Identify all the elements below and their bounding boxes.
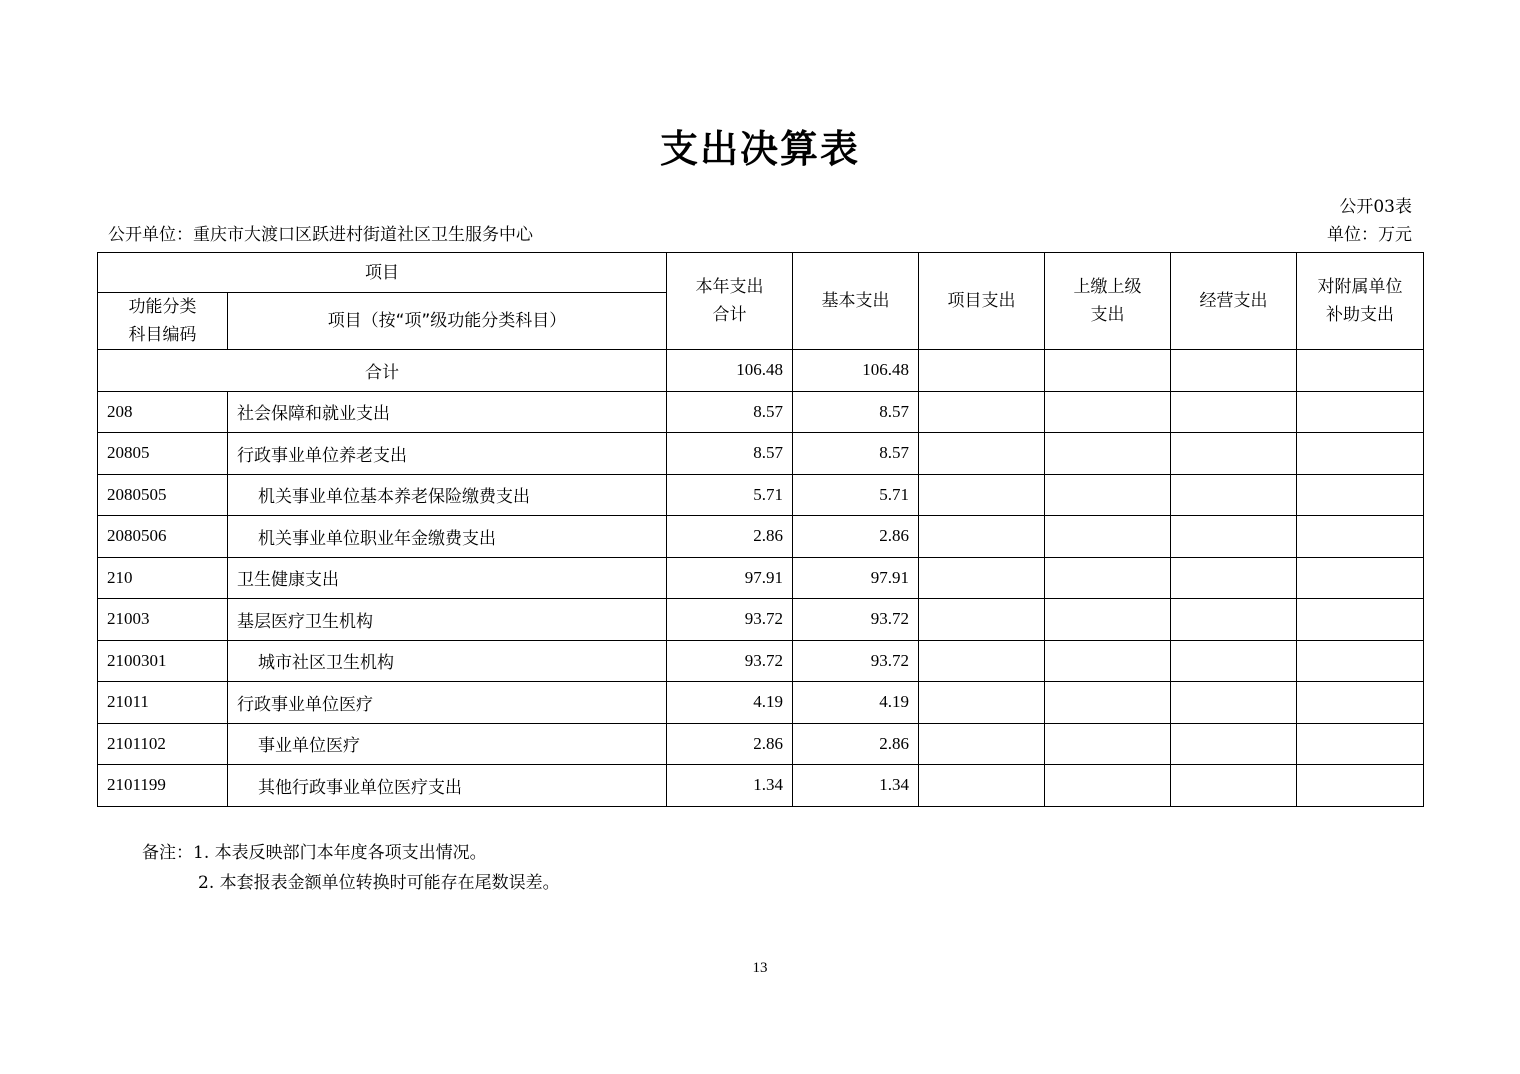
page-number: 13 <box>752 960 768 976</box>
row-total: 93.72 <box>667 640 793 682</box>
table-row <box>98 682 1424 724</box>
row-name: 城市社区卫生机构 <box>228 640 667 682</box>
row-upper <box>1045 599 1171 641</box>
money-unit: 单位：万元 <box>1327 225 1412 245</box>
row-business <box>1171 474 1297 516</box>
row-total: 97.91 <box>667 557 793 599</box>
header-business: 经营支出 <box>1171 253 1297 350</box>
row-code: 2080506 <box>98 516 228 558</box>
row-code: 21011 <box>98 682 228 724</box>
header-basic: 基本支出 <box>793 253 919 350</box>
table-row <box>98 433 1424 475</box>
row-code: 2101102 <box>98 723 228 765</box>
notes <box>142 838 560 898</box>
row-subsidy <box>1297 391 1424 433</box>
row-basic: 8.57 <box>793 433 919 475</box>
table-row <box>98 474 1424 516</box>
header-total-text: 本年支出合计 <box>695 277 764 325</box>
row-name: 行政事业单位养老支出 <box>228 433 667 475</box>
row-basic: 1.34 <box>793 765 919 807</box>
row-name: 基层医疗卫生机构 <box>228 599 667 641</box>
row-basic: 93.72 <box>793 640 919 682</box>
table-row <box>98 640 1424 682</box>
table-row <box>98 723 1424 765</box>
row-basic: 2.86 <box>793 723 919 765</box>
row-total: 93.72 <box>667 599 793 641</box>
total-business <box>1171 350 1297 392</box>
header-name <box>228 293 667 350</box>
row-total: 2.86 <box>667 723 793 765</box>
row-name: 其他行政事业单位医疗支出 <box>228 765 667 807</box>
row-code: 2100301 <box>98 640 228 682</box>
row-name: 机关事业单位基本养老保险缴费支出 <box>228 474 667 516</box>
row-business <box>1171 391 1297 433</box>
table-row <box>98 516 1424 558</box>
row-project <box>919 433 1045 475</box>
row-upper <box>1045 723 1171 765</box>
row-code: 208 <box>98 391 228 433</box>
expenditure-table <box>97 252 1424 807</box>
row-name: 行政事业单位医疗 <box>228 682 667 724</box>
row-code: 210 <box>98 557 228 599</box>
table-row <box>98 599 1424 641</box>
table-row <box>98 557 1424 599</box>
row-subsidy <box>1297 474 1424 516</box>
row-upper <box>1045 433 1171 475</box>
row-basic: 4.19 <box>793 682 919 724</box>
row-subsidy <box>1297 433 1424 475</box>
table-row <box>98 391 1424 433</box>
total-subsidy <box>1297 350 1424 392</box>
row-upper <box>1045 474 1171 516</box>
row-name: 卫生健康支出 <box>228 557 667 599</box>
total-basic: 106.48 <box>793 350 919 392</box>
table-id: 公开03表 <box>1339 197 1412 217</box>
total-row <box>98 350 1424 392</box>
row-project <box>919 765 1045 807</box>
row-total: 5.71 <box>667 474 793 516</box>
header-subsidy <box>1297 253 1424 350</box>
row-project <box>919 474 1045 516</box>
row-total: 8.57 <box>667 391 793 433</box>
row-basic: 5.71 <box>793 474 919 516</box>
row-upper <box>1045 682 1171 724</box>
header-project-group: 项目 <box>98 253 667 293</box>
row-subsidy <box>1297 682 1424 724</box>
row-project <box>919 723 1045 765</box>
table-row <box>98 765 1424 807</box>
row-subsidy <box>1297 765 1424 807</box>
row-business <box>1171 557 1297 599</box>
table-body <box>98 350 1424 807</box>
row-upper <box>1045 391 1171 433</box>
row-total: 2.86 <box>667 516 793 558</box>
note-line-2: 2. 本套报表金额单位转换时可能存在尾数误差。 <box>198 873 560 893</box>
total-upper <box>1045 350 1171 392</box>
row-total: 1.34 <box>667 765 793 807</box>
row-business <box>1171 599 1297 641</box>
header-upper-text: 上缴上级支出 <box>1073 277 1142 325</box>
row-total: 4.19 <box>667 682 793 724</box>
header-code <box>98 293 228 350</box>
reporting-unit: 公开单位：重庆市大渡口区跃进村街道社区卫生服务中心 <box>108 225 533 245</box>
header-code-text: 功能分类科目编码 <box>128 297 197 345</box>
row-name: 社会保障和就业支出 <box>228 391 667 433</box>
row-business <box>1171 516 1297 558</box>
row-project <box>919 682 1045 724</box>
total-label: 合计 <box>98 350 667 392</box>
row-basic: 8.57 <box>793 391 919 433</box>
header-name-text: 项目（按“项”级功能分类科目） <box>327 311 567 331</box>
total-project <box>919 350 1045 392</box>
row-basic: 2.86 <box>793 516 919 558</box>
row-total: 8.57 <box>667 433 793 475</box>
row-business <box>1171 682 1297 724</box>
row-project <box>919 516 1045 558</box>
row-upper <box>1045 557 1171 599</box>
header-project: 项目支出 <box>919 253 1045 350</box>
row-business <box>1171 640 1297 682</box>
row-subsidy <box>1297 516 1424 558</box>
row-business <box>1171 723 1297 765</box>
row-basic: 93.72 <box>793 599 919 641</box>
note-line-1: 备注：1. 本表反映部门本年度各项支出情况。 <box>142 843 487 863</box>
page-title: 支出决算表 <box>659 127 860 171</box>
row-basic: 97.91 <box>793 557 919 599</box>
row-subsidy <box>1297 557 1424 599</box>
row-project <box>919 557 1045 599</box>
row-subsidy <box>1297 599 1424 641</box>
row-business <box>1171 765 1297 807</box>
row-business <box>1171 433 1297 475</box>
row-name: 机关事业单位职业年金缴费支出 <box>228 516 667 558</box>
row-upper <box>1045 640 1171 682</box>
row-code: 21003 <box>98 599 228 641</box>
header-total <box>667 253 793 350</box>
row-name: 事业单位医疗 <box>228 723 667 765</box>
row-project <box>919 640 1045 682</box>
header-subsidy-text: 对附属单位补助支出 <box>1317 277 1403 325</box>
total-amount: 106.48 <box>667 350 793 392</box>
row-code: 20805 <box>98 433 228 475</box>
row-upper <box>1045 516 1171 558</box>
row-subsidy <box>1297 723 1424 765</box>
row-upper <box>1045 765 1171 807</box>
header-upper <box>1045 253 1171 350</box>
row-code: 2101199 <box>98 765 228 807</box>
row-project <box>919 391 1045 433</box>
row-code: 2080505 <box>98 474 228 516</box>
row-project <box>919 599 1045 641</box>
row-subsidy <box>1297 640 1424 682</box>
